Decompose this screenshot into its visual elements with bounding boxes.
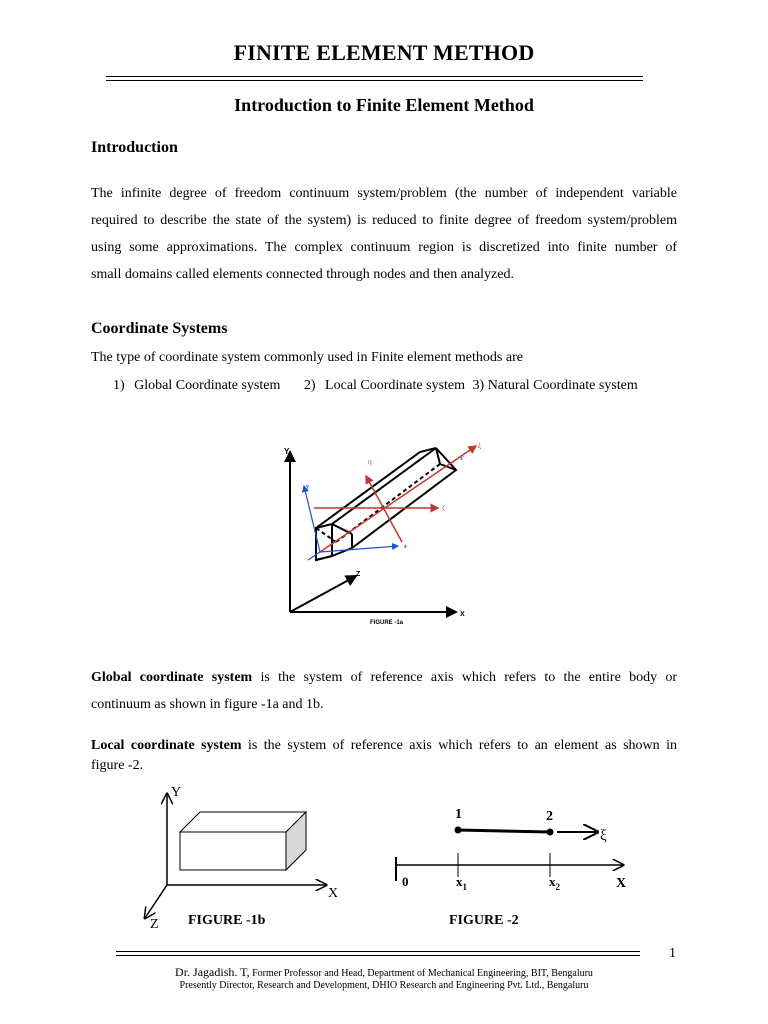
coords-item-3-label: Natural Coordinate system xyxy=(487,378,638,393)
label-zeta: ζ xyxy=(442,504,445,512)
figure-1b-caption: FIGURE -1b xyxy=(188,913,266,928)
fig2-node2 xyxy=(547,829,554,836)
intro-heading: Introduction xyxy=(91,139,178,156)
intro-paragraph xyxy=(91,180,677,288)
fig2-origin-label: 0 xyxy=(402,874,409,889)
intro-line-4: small domains called elements connected through nodes and then analyzed. xyxy=(91,267,514,282)
fig1b-box xyxy=(180,812,306,870)
coords-list xyxy=(113,378,638,394)
fig2-node2-label: 2 xyxy=(546,809,553,824)
figure-2 xyxy=(385,795,645,935)
local-y-axis xyxy=(304,486,320,552)
fig2-element xyxy=(458,830,550,832)
coords-item-1-num: 1) xyxy=(113,378,125,393)
label-y-local: y xyxy=(306,484,309,490)
coords-item-2-num: 2) xyxy=(303,378,316,393)
coords-heading: Coordinate Systems xyxy=(91,320,228,337)
global-def-text: is the system of reference axis which refers to the entire body or xyxy=(252,670,678,685)
label-z-local: z xyxy=(404,544,407,550)
local-def-text: is the system of reference axis which refers to an element as shown in xyxy=(241,738,677,753)
fig1b-label-Z: Z xyxy=(150,917,159,932)
label-X: X xyxy=(460,611,465,618)
footer-affiliation: Former Professor and Head, Department of Mechanical Engineering, BIT, Bengaluru xyxy=(249,968,593,979)
coords-item-1-label: Global Coordinate system xyxy=(134,378,281,393)
coords-lead: The type of coordinate system commonly used in Finite element methods are xyxy=(91,350,523,365)
element-prism xyxy=(316,448,456,560)
fig2-x1-label: $x_1$ xyxy=(456,874,467,892)
local-def-line-1 xyxy=(91,736,677,756)
label-x-prime: x' xyxy=(460,456,465,462)
local-def-line-2: figure -2. xyxy=(91,758,144,773)
global-def-line-1 xyxy=(91,664,677,691)
footer-name: Dr. Jagadish. T, xyxy=(175,965,250,979)
fig2-x2-label: $x_2$ xyxy=(549,874,560,892)
footer-rule-top xyxy=(116,951,640,952)
local-def-term: Local coordinate system xyxy=(91,738,242,753)
figure-2-caption: FIGURE -2 xyxy=(449,913,519,928)
figure-1b xyxy=(140,780,360,935)
title-rule-top xyxy=(106,76,643,77)
title-rule-bottom xyxy=(106,80,643,81)
fig2-node1-label: 1 xyxy=(455,807,462,822)
fig1b-label-Y: Y xyxy=(171,785,182,800)
fig2-node1 xyxy=(455,827,462,834)
local-def-paragraph xyxy=(91,736,677,776)
footer-current-position: Presently Director, Research and Development, DHIO Research and Engineering Pvt. Ltd., Bengaluru xyxy=(179,980,589,991)
section-title: Introduction to Finite Element Method xyxy=(234,95,534,115)
coords-item-3-num: 3) xyxy=(472,378,485,393)
fig1b-label-X: X xyxy=(328,886,339,901)
intro-line-3: using some approximations. The complex continuum region is discretized into finite number of xyxy=(91,240,677,255)
global-def-line-2: continuum as shown in figure -1a and 1b. xyxy=(91,697,324,712)
intro-line-2: required to describe the state of the system) is reduced to finite degree of freedom system/problem xyxy=(91,213,677,228)
fig2-xi-label: ξ xyxy=(600,828,607,844)
footer-author xyxy=(0,965,768,980)
label-Z: Z xyxy=(356,571,361,578)
global-z-axis xyxy=(290,576,356,612)
document-title: FINITE ELEMENT METHOD xyxy=(233,40,535,65)
global-def-term: Global coordinate system xyxy=(91,670,253,685)
figure-1a xyxy=(270,430,500,630)
footer-rule-bottom xyxy=(116,955,640,956)
fig2-X-label: X xyxy=(616,876,627,891)
global-def-paragraph xyxy=(91,664,677,718)
label-Y: Y xyxy=(284,447,290,456)
figure-1a-caption: FIGURE -1a xyxy=(370,620,404,626)
page-number: 1 xyxy=(669,946,676,961)
label-eta: η xyxy=(368,458,372,466)
label-xi: ξ xyxy=(478,442,482,450)
fig1b-z-axis xyxy=(145,885,167,918)
intro-line-1: The infinite degree of freedom continuum system/problem (the number of independent variable xyxy=(91,186,677,201)
coords-item-2-label: Local Coordinate system xyxy=(325,378,466,393)
